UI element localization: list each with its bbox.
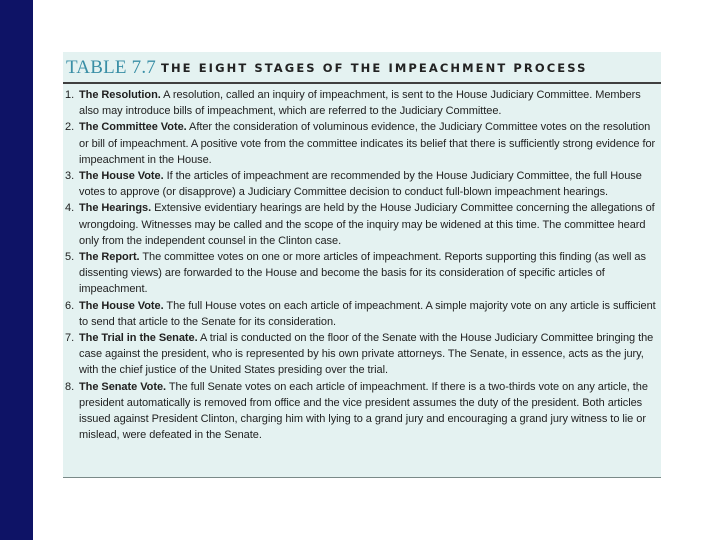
- stage-heading: The Committee Vote.: [79, 121, 187, 134]
- stage-text: The full Senate votes on each article of impeachment. If there is a two-thirds vote on any article, the president automatically is removed from office and the vice president assumes the duty of the president. Both articles issued against President Clinton, charging him with lying to a grand jury and encouraging a grand jury witness to lie or mislead, were defeated in the Senate.: [79, 380, 648, 442]
- stage-heading: The Resolution.: [79, 89, 161, 101]
- table-number: TABLE 7.7: [66, 57, 156, 78]
- stage-text: A trial is conducted on the floor of the Senate with the House Judiciary Committee bringing the case against the president, who is represented by his own private attorneys. The Senate, in essence, acts as the jury, with the chief justice of the United States presiding over the trial.: [79, 332, 654, 377]
- stage-text: The committee votes on one or more articles of impeachment. Reports supporting this finding (as well as dissenting views) are forwarded to the House and become the basis for its consideration of specific articles of impeachment.: [79, 251, 646, 296]
- stage-item-1: [65, 87, 659, 119]
- stage-number: 7.: [65, 332, 75, 345]
- stage-item-7: [65, 330, 659, 379]
- stage-item-4: [65, 200, 659, 249]
- stage-number: 5.: [65, 251, 75, 264]
- stage-number: 2.: [65, 121, 75, 134]
- stage-item-2: [65, 119, 659, 168]
- stage-number: 6.: [65, 299, 75, 312]
- slide-left-bar: [0, 0, 33, 540]
- stage-number: 4.: [65, 202, 75, 215]
- stage-heading: The House Vote.: [79, 299, 164, 312]
- stage-heading: The Hearings.: [79, 202, 152, 215]
- stage-text: A resolution, called an inquiry of impeachment, is sent to the House Judiciary Committee. Members also may introduce bills of impeachment, which are referred to the Judiciary Committee.: [79, 89, 641, 118]
- table-header: [63, 52, 661, 84]
- stage-text: After the consideration of voluminous evidence, the Judiciary Committee votes on the resolution or bill of impeachment. A positive vote from the committee indicates its belief that there is sufficiently strong evidence for impeachment in the House.: [79, 121, 656, 166]
- stage-item-5: [65, 249, 659, 298]
- stage-number: 3.: [65, 170, 75, 183]
- stage-number: 1.: [65, 89, 75, 101]
- stage-item-8: [65, 379, 659, 444]
- stage-item-6: [65, 298, 659, 330]
- impeachment-table: [63, 52, 661, 478]
- stage-text: Extensive evidentiary hearings are held by the House Judiciary Committee concerning the allegations of wrongdoing. Witnesses may be called and the scope of the inquiry may be widened at this time. The committee heard only from the independent counsel in the Clinton case.: [79, 202, 655, 247]
- table-title: THE EIGHT STAGES OF THE IMPEACHMENT PROCESS: [161, 61, 588, 75]
- stage-list: [65, 87, 659, 443]
- stage-heading: The House Vote.: [79, 170, 164, 183]
- stage-number: 8.: [65, 380, 75, 393]
- stage-text: If the articles of impeachment are recommended by the House Judiciary Committee, the full House votes to approve (or disapprove) a Judiciary Committee decision to conduct full-blown impeachment hearings.: [79, 170, 642, 199]
- stage-heading: The Trial in the Senate.: [79, 332, 198, 345]
- stage-item-3: [65, 168, 659, 200]
- stage-text: The full House votes on each article of impeachment. A simple majority vote on any article is sufficient to send that article to the Senate for its consideration.: [79, 299, 656, 328]
- stage-heading: The Report.: [79, 251, 140, 264]
- stage-heading: The Senate Vote.: [79, 380, 167, 393]
